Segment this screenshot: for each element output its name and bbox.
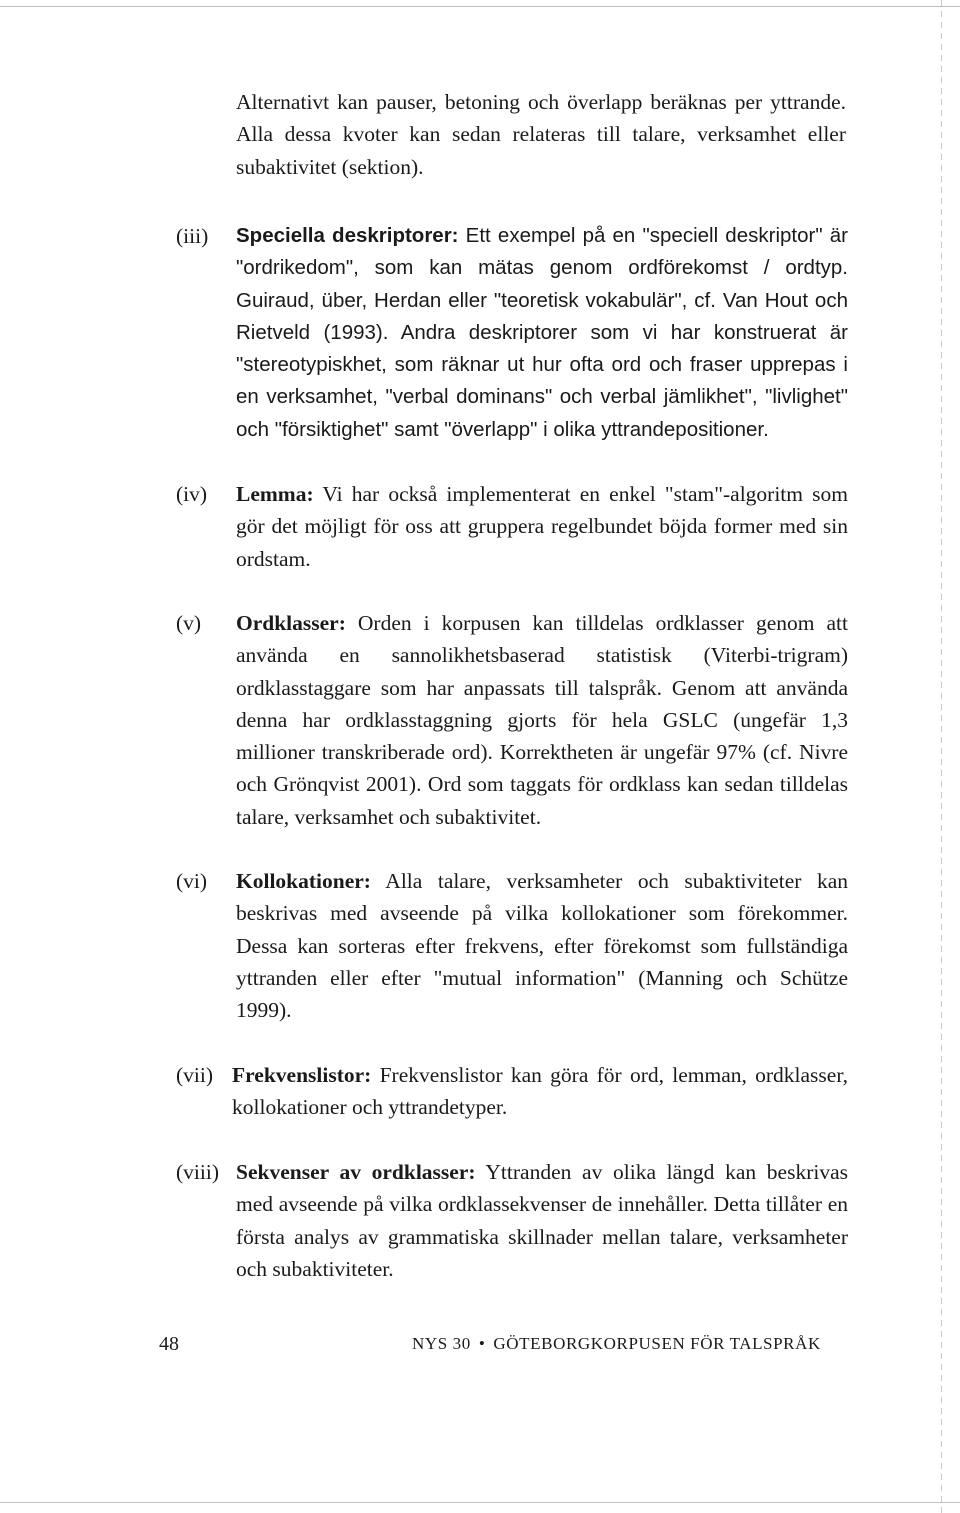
item-number: (v): [176, 611, 202, 635]
item-body: [236, 220, 848, 446]
page-number: 48: [159, 1333, 179, 1355]
series-label: NYS 30: [412, 1334, 471, 1353]
scan-edge-top: [0, 6, 960, 7]
item-body: [236, 865, 848, 1026]
list-item-vi: [176, 865, 848, 1026]
list-item-iv: [176, 478, 848, 575]
list-item-vii: [176, 1059, 848, 1124]
intro-paragraph: Alternativt kan pauser, betoning och överlapp beräknas per yttrande. Alla dessa kvoter kan sedan relateras till talare, verksamhet eller subaktivitet (sektion).: [236, 90, 846, 179]
item-text: Orden i korpusen kan tilldelas ordklasser genom att använda en sannolikhetsbaserad statistisk (Viterbi-trigram) ordklasstaggare som har anpassats till talspråk. Genom att använda denna har ordklasstaggning gjorts för hela GSLC (ungefär 1,3 millioner transkriberade ord). Korrektheten är ungefär 97% (cf. Nivre och Grönqvist 2001). Ord som taggats för ordklass kan sedan tilldelas talare, verksamhet och subaktivitet.: [236, 611, 848, 829]
item-term: Lemma:: [236, 482, 314, 506]
list-item-viii: [176, 1156, 848, 1285]
item-text: Ett exempel på en "speciell deskriptor" är "ordrikedom", som kan mätas genom ordförekomst / ordtyp. Guiraud, über, Herdan eller "teoretisk vokabulär", cf. Van Hout och Rietveld (1993). Andra deskriptorer som vi har konstruerat är "stereotypiskhet, som räknar ut hur ofta ord och fraser upprepas i en verksamhet, "verbal dominans" och verbal jämlikhet", "livlighet" och "försiktighet" samt "överlapp" i olika yttrandepositioner.: [236, 224, 848, 441]
item-term: Speciella deskriptorer:: [236, 224, 459, 247]
item-term: Frekvenslistor:: [232, 1063, 372, 1087]
item-term: Ordklasser:: [236, 611, 346, 635]
item-number: (viii): [176, 1160, 219, 1184]
item-number: (iv): [176, 482, 208, 506]
item-number: (iii): [176, 224, 209, 248]
item-text: Vi har också implementerat en enkel "stam"-algoritm som gör det möjligt för oss att gruppera regelbundet böjda former med sin ordstam.: [236, 482, 848, 571]
item-term: Kollokationer:: [236, 869, 371, 893]
list-item-iii: [176, 220, 848, 446]
running-footer: [412, 1334, 821, 1354]
book-title: GÖTEBORGKORPUSEN FÖR TALSPRÅK: [493, 1334, 821, 1353]
item-text: Alla talare, verksamheter och subaktiviteter kan beskrivas med avseende på vilka kollokationer som förekommer. Dessa kan sorteras efter frekvens, efter förekomst som fullständiga yttranden eller efter "mutual information" (Manning och Schütze 1999).: [236, 869, 848, 1023]
item-text: Frekvenslistor kan göra för ord, lemman, ordklasser, kollokationer och yttrandetyper.: [232, 1063, 848, 1120]
item-number: (vi): [176, 869, 208, 893]
item-body: [236, 607, 848, 833]
list-item-v: [176, 607, 848, 833]
item-body: [236, 478, 848, 575]
item-text: Yttranden av olika längd kan beskrivas med avseende på vilka ordklassekvenser de innehåller. Detta tillåter en första analys av grammatiska skillnader mellan talare, verksamheter och subaktiviteter.: [236, 1160, 849, 1281]
item-body: [232, 1059, 848, 1124]
item-term: Sekvenser av ordklasser:: [236, 1160, 476, 1184]
scan-edge-right: [941, 0, 942, 1513]
item-number: (vii): [176, 1063, 214, 1087]
separator-dot: •: [478, 1334, 486, 1353]
item-body: [236, 1156, 848, 1285]
scan-edge-bottom: [0, 1502, 960, 1503]
